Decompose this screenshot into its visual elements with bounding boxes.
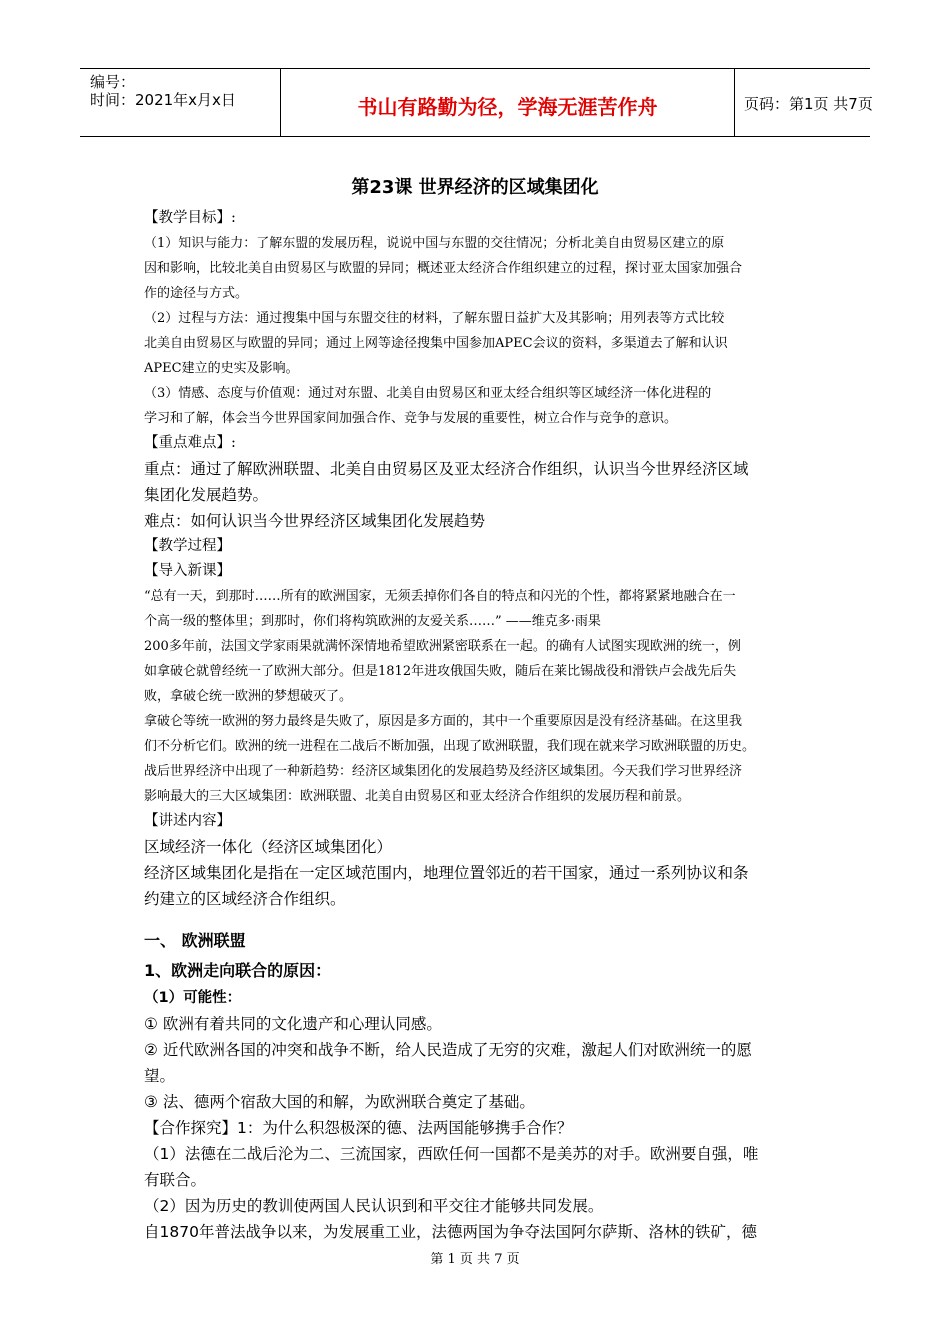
body-line: 【导入新课】 [144,563,231,579]
body-line: 【重点难点】: [144,435,236,451]
body-line: 个高一级的整体里；到那时，你们将构筑欧洲的友爱关系……” ——维克多·雨果 [144,614,601,629]
body-line: （2）过程与方法：通过搜集中国与东盟交往的材料，了解东盟日益扩大及其影响；用列表等方式比较 [144,311,725,326]
body-line: 因和影响，比较北美自由贸易区与欧盟的异同；概述亚太经济合作组织建立的过程，探讨亚太国家加强合 [144,261,743,276]
body-line: 经济区域集团化是指在一定区域范围内，地理位置邻近的若干国家，通过一系列协议和条 [144,864,749,882]
body-line: 作的途径与方式。 [144,286,249,301]
body-line: （1）知识与能力：了解东盟的发展历程，说说中国与东盟的交往情况；分析北美自由贸易区建立的原 [144,236,725,251]
page-footer: 第 1 页 共 7 页 [430,1252,520,1267]
header-table [80,68,873,137]
body-line: ① 欧洲有着共同的文化遗产和心理认同感。 [144,1015,442,1033]
body-line: 北美自由贸易区与欧盟的异同；通过上网等途径搜集中国参加APEC会议的资料，多渠道去了解和认识 [144,336,728,351]
body-line: 影响最大的三大区域集团：欧洲联盟、北美自由贸易区和亚太经济合作组织的发展历程和前景。 [144,789,691,804]
body-line: ③ 法、德两个宿敌大国的和解，为欧洲联合奠定了基础。 [144,1093,535,1111]
document-number-label: 编号： [90,73,136,91]
body-line: 200多年前，法国文学家雨果就满怀深情地希望欧洲紧密联系在一起。的确有人试图实现欧洲的统一，例 [144,639,741,654]
header-page-cell [734,69,873,136]
header-motto-cell [280,69,735,136]
body-line: ② 近代欧洲各国的冲突和战争不断，给人民造成了无穷的灾难，激起人们对欧洲统一的愿 [144,1041,752,1059]
body-line: 集团化发展趋势。 [144,486,269,504]
motto-text: 书山有路勤为径，学海无涯苦作舟 [357,95,658,119]
body-line: 有联合。 [144,1171,207,1189]
header-info-cell [80,69,280,136]
document-body [144,206,824,1245]
body-line: 一、 欧洲联盟 [144,931,246,950]
body-line: 重点：通过了解欧洲联盟、北美自由贸易区及亚太经济合作组织，认识当今世界经济区域 [144,460,749,478]
body-line: 【合作探究】1：为什么积怨极深的德、法两国能够携手合作？ [144,1119,573,1137]
body-line: 1、欧洲走向联合的原因： [144,961,332,980]
body-line: 自1870年普法战争以来，为发展重工业，法德两国为争夺法国阿尔萨斯、洛林的铁矿，德 [144,1223,757,1241]
body-line: 约建立的区域经济合作组织。 [144,890,346,908]
body-line: 【教学目标】: [144,210,236,226]
body-line: APEC建立的史实及影响。 [144,361,299,376]
body-line: 败，拿破仑统一欧洲的梦想破灭了。 [144,689,353,704]
body-line: 望。 [144,1067,176,1085]
page-number-info: 页码：第1页 共7页 [744,95,873,113]
body-line: （3）情感、态度与价值观：通过对东盟、北美自由贸易区和亚太经合组织等区域经济一体化进程的 [144,386,712,401]
body-line: 难点：如何认识当今世界经济区域集团化发展趋势 [144,512,486,530]
body-line: 学习和了解，体会当今世界国家间加强合作、竞争与发展的重要性，树立合作与竞争的意识。 [144,411,678,426]
lesson-title: 第23课 世界经济的区域集团化 [351,177,599,198]
body-line: 拿破仑等统一欧洲的努力最终是失败了，原因是多方面的，其中一个重要原因是没有经济基础。在这里我 [144,714,743,729]
body-line: 战后世界经济中出现了一种新趋势：经济区域集团化的发展趋势及经济区域集团。今天我们学习世界经济 [144,764,743,779]
body-line: （2）因为历史的教训使两国人民认识到和平交往才能够共同发展。 [144,1197,604,1215]
document-date-label: 时间：2021年x月x日 [90,91,236,109]
body-line: 【教学过程】 [144,538,231,554]
spacer [144,912,824,926]
body-line: 区域经济一体化（经济区域集团化） [144,838,393,856]
body-line: 们不分析它们。欧洲的统一进程在二战后不断加强，出现了欧洲联盟，我们现在就来学习欧洲联盟的历史。 [144,739,756,754]
body-line: “总有一天，到那时……所有的欧洲国家，无须丢掉你们各自的特点和闪光的个性，都将紧紧地融合在一 [144,589,736,604]
body-line: （1）可能性： [144,990,242,1006]
body-line: 如拿破仑就曾经统一了欧洲大部分。但是1812年进攻俄国失败，随后在莱比锡战役和滑铁卢会战先后失 [144,664,737,679]
body-line: （1）法德在二战后沦为二、三流国家，西欧任何一国都不是美苏的对手。欧洲要自强，唯 [144,1145,759,1163]
body-line: 【讲述内容】 [144,813,231,829]
